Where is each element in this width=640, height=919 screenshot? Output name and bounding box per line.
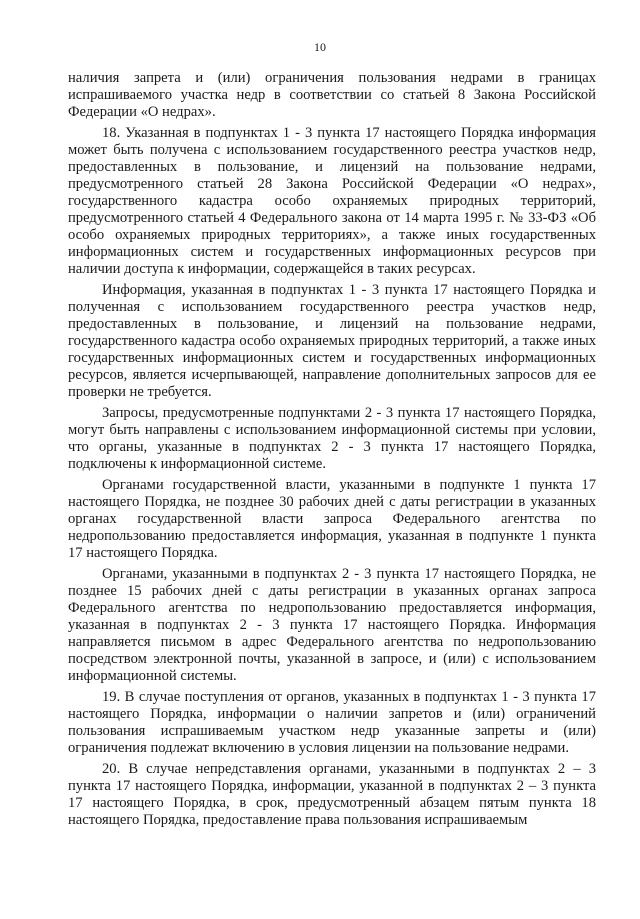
paragraph-item-18: 18. Указанная в подпунктах 1 - 3 пункта 17 настоящего Порядка информация может быть получена с использованием государственного реестра участков недр, предоставленных в пользование, и лицензий на пользование недрами, предусмотренного статьей 28 Закона Российской Федерации «О недрах», государственного кадастра особо охраняемых природных территорий, предусмотренного статьей 4 Федерального закона от 14 марта 1995 г. № 33-ФЗ «Об особо охраняемых природных территориях», а также иных государственных информационных систем и государственных информационных ресурсов при наличии доступа к информации, содержащейся в таких ресурсах. <box>68 125 596 277</box>
paragraph-information-exhaustive: Информация, указанная в подпунктах 1 - 3 пункта 17 настоящего Порядка и полученная с использованием государственного реестра участков недр, предоставленных в пользование, и лицензий на пользование недрами, государственного кадастра особо охраняемых природных территорий, а также иных государственных информационных систем и государственных информационных ресурсов, является исчерпывающей, направление дополнительных запросов для ее проверки не требуется. <box>68 282 596 400</box>
paragraph-requests: Запросы, предусмотренные подпунктами 2 - 3 пункта 17 настоящего Порядка, могут быть направлены с использованием информационной системы при условии, что органы, указанные в подпунктах 2 - 3 пункта 17 настоящего Порядка, подключены к информационной системе. <box>68 405 596 472</box>
page-number: 10 <box>314 40 326 54</box>
paragraph-item-20: 20. В случае непредставления органами, указанными в подпунктах 2 – 3 пункта 17 настоящего Порядка, информации, указанной в подпунктах 2 – 3 пункта 17 настоящего Порядка, в срок, предусмотренный абзацем пятым пункта 18 настоящего Порядка, предоставление права пользования испрашиваемым <box>68 761 596 828</box>
document-body <box>68 70 596 833</box>
paragraph-item-19: 19. В случае поступления от органов, указанных в подпунктах 1 - 3 пункта 17 настоящего Порядка, информации о наличии запретов и (или) ограничений пользования испрашиваемым участком недр указанные запреты и (или) ограничения подлежат включению в условия лицензии на пользование недрами. <box>68 689 596 756</box>
paragraph-state-authorities: Органами государственной власти, указанными в подпункте 1 пункта 17 настоящего Порядка, не позднее 30 рабочих дней с даты регистрации в указанных органах государственной власти запроса Федерального агентства по недропользованию предоставляется информация, указанная в подпункте 1 пункта 17 настоящего Порядка. <box>68 477 596 561</box>
paragraph-continuation: наличия запрета и (или) ограничения пользования недрами в границах испрашиваемого участка недр в соответствии со статьей 8 Закона Российской Федерации «О недрах». <box>68 70 596 120</box>
paragraph-bodies-2-3: Органами, указанными в подпунктах 2 - 3 пункта 17 настоящего Порядка, не позднее 15 рабочих дней с даты регистрации в указанных органах запроса Федерального агентства по недропользованию предоставляется информация, указанная в подпунктах 2 - 3 пункта 17 настоящего Порядка. Информация направляется письмом в адрес Федерального агентства по недропользованию посредством электронной почты, указанной в запросе, и (или) с использованием информационной системы. <box>68 566 596 684</box>
